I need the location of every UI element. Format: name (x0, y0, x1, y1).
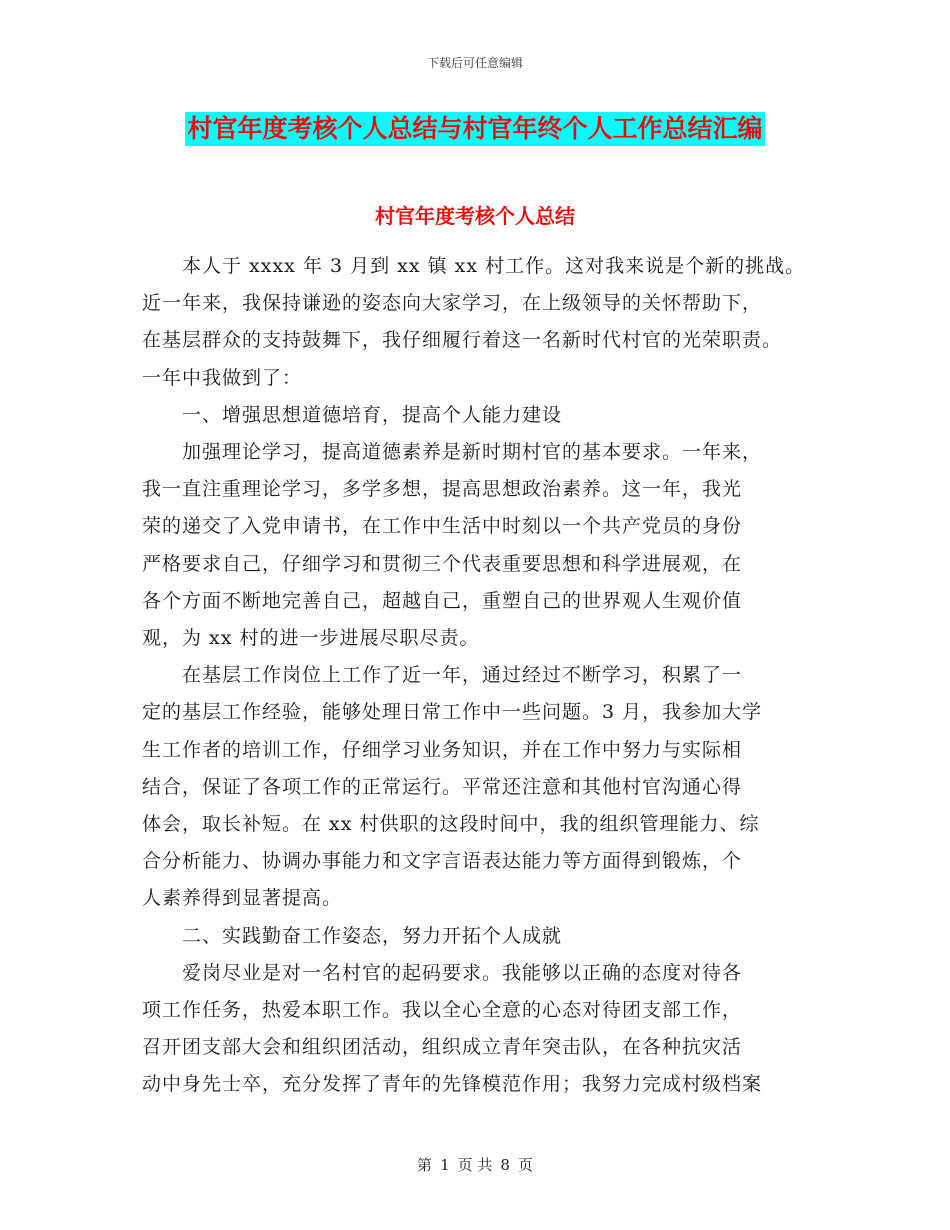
main-title-container (0, 112, 950, 146)
heading-line: 一、增强思想道德培育，提高个人能力建设 (142, 403, 563, 426)
page-total: 8 (500, 1156, 510, 1174)
text-line: 结合，保证了各项工作的正常运行。平常还注意和其他村官沟通心得 (142, 775, 743, 798)
text-line: 体会，取长补短。在 xx 村供职的这段时间中，我的组织管理能力、综 (142, 813, 760, 836)
heading-line: 二、实践勤奋工作姿态，努力开拓个人成就 (142, 924, 563, 947)
text-line: 召开团支部大会和组织团活动，组织成立青年突击队，在各种抗灾活 (142, 1036, 743, 1059)
page-number: 1 (440, 1156, 450, 1174)
footer-suffix: 页 (517, 1156, 533, 1174)
text-line: 人素养得到显著提高。 (142, 887, 343, 910)
text-line: 荣的递交了入党申请书，在工作中生活中时刻以一个共产党员的身份 (142, 515, 743, 538)
text-line: 合分析能力、协调办事能力和文字言语表达能力等方面得到锻炼，个 (142, 850, 743, 873)
text-line: 在基层工作岗位上工作了近一年，通过经过不断学习，积累了一 (142, 664, 743, 687)
text-line: 生工作者的培训工作，仔细学习业务知识，并在工作中努力与实际相 (142, 738, 743, 761)
main-title: 村官年度考核个人总结与村官年终个人工作总结汇编 (185, 112, 764, 146)
text-line: 爱岗尽业是对一名村官的起码要求。我能够以正确的态度对待各 (142, 961, 743, 984)
text-line: 加强理论学习，提高道德素养是新时期村官的基本要求。一年来， (142, 441, 763, 464)
text-line: 定的基层工作经验，能够处理日常工作中一些问题。3 月，我参加大学 (142, 701, 763, 724)
text-line: 动中身先士卒，充分发挥了青年的先锋模范作用；我努力完成村级档案 (142, 1073, 763, 1096)
header-note: 下载后可任意编辑 (426, 56, 523, 70)
text-line: 项工作任务，热爱本职工作。我以全心全意的心态对待团支部工作， (142, 999, 743, 1022)
text-line: 一年中我做到了： (142, 366, 303, 389)
text-line: 近一年来，我保持谦逊的姿态向大家学习，在上级领导的关怀帮助下， (142, 292, 763, 315)
text-line: 在基层群众的支持鼓舞下，我仔细履行着这一名新时代村官的光荣职责。 (142, 329, 783, 352)
text-line: 严格要求自己，仔细学习和贯彻三个代表重要思想和科学进展观，在 (142, 552, 743, 575)
footer-prefix: 第 (417, 1156, 433, 1174)
text-line: 我一直注重理论学习，多学多想，提高思想政治素养。这一年，我光 (142, 478, 743, 501)
section-title: 村官年度考核个人总结 (375, 204, 575, 228)
text-line: 本人于 xxxx 年 3 月到 xx 镇 xx 村工作。这对我来说是个新的挑战。 (142, 255, 806, 277)
text-line: 各个方面不断地完善自己，超越自己，重塑自己的世界观人生观价值 (142, 589, 743, 612)
footer-mid: 页 共 (457, 1156, 493, 1174)
document-body (142, 248, 822, 1104)
text-line: 观，为 xx 村的进一步进展尽职尽责。 (142, 627, 480, 650)
page-footer (0, 1154, 950, 1175)
